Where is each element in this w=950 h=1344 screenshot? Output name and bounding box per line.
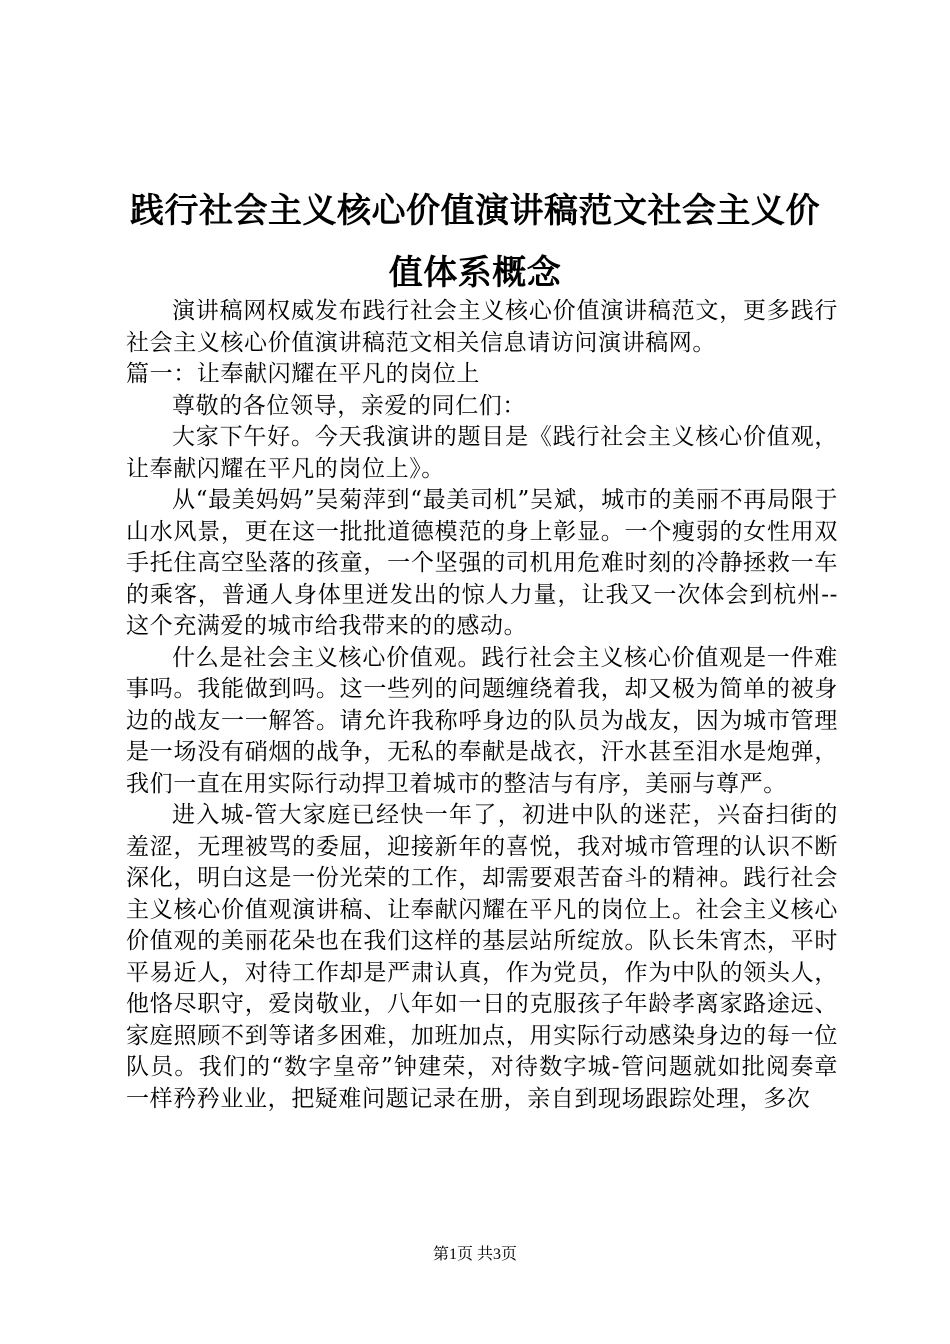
paragraph: 演讲稿网权威发布践行社会主义核心价值演讲稿范文，更多践行社会主义核心价值演讲稿范文相关信息请访问演讲稿网。: [126, 298, 838, 356]
paragraph: 进入城-管大家庭已经快一年了，初进中队的迷茫，兴奋扫街的羞涩，无理被骂的委屈，迎接新年的喜悦，我对城市管理的认识不断深化，明白这是一份光荣的工作，却需要艰苦奋斗的精神。践行社会主义核心价值观演讲稿、让奉献闪耀在平凡的岗位上。社会主义核心价值观的美丽花朵也在我们这样的基层站所绽放。队长朱宵杰，平时平易近人，对待工作却是严肃认真，作为党员，作为中队的领头人，他恪尽职守，爱岗敬业，八年如一日的克服孩子年龄孝离家路途远、家庭照顾不到等诸多困难，加班加点，用实际行动感染身边的每一位队员。我们的“数字皇帝”钟建荣，对待数字城-管问题就如批阅奏章一样矜矜业业，把疑难问题记录在册，亲自到现场跟踪处理，多次: [126, 802, 838, 1112]
page-number: 第1页 共3页: [432, 1246, 517, 1263]
paragraph: 大家下午好。今天我演讲的题目是《践行社会主义核心价值观，让奉献闪耀在平凡的岗位上》。: [126, 424, 838, 482]
section-heading: 篇一：让奉献闪耀在平凡的岗位上: [126, 361, 480, 387]
document-body: [126, 296, 838, 1115]
paragraph: 什么是社会主义核心价值观。践行社会主义核心价值观是一件难事吗。我能做到吗。这一些列的问题缠绕着我，却又极为简单的被身边的战友一一解答。请允许我称呼身边的队员为战友，因为城市管理是一场没有硝烟的战争，无私的奉献是战衣，汗水甚至泪水是炮弹，我们一直在用实际行动捍卫着城市的整洁与有序，美丽与尊严。: [126, 644, 838, 797]
paragraph: 从“最美妈妈”吴菊萍到“最美司机”吴斌，城市的美丽不再局限于山水风景，更在这一批批道德模范的身上彰显。一个瘦弱的女性用双手托住高空坠落的孩童，一个坚强的司机用危难时刻的冷静拯救一车的乘客，普通人身体里迸发出的惊人力量，让我又一次体会到杭州--这个充满爱的城市给我带来的的感动。: [126, 487, 838, 639]
document-title: 践行社会主义核心价值演讲稿范文社会主义价值体系概念: [130, 191, 820, 293]
salutation: 尊敬的各位领导，亲爱的同仁们：: [172, 392, 526, 419]
